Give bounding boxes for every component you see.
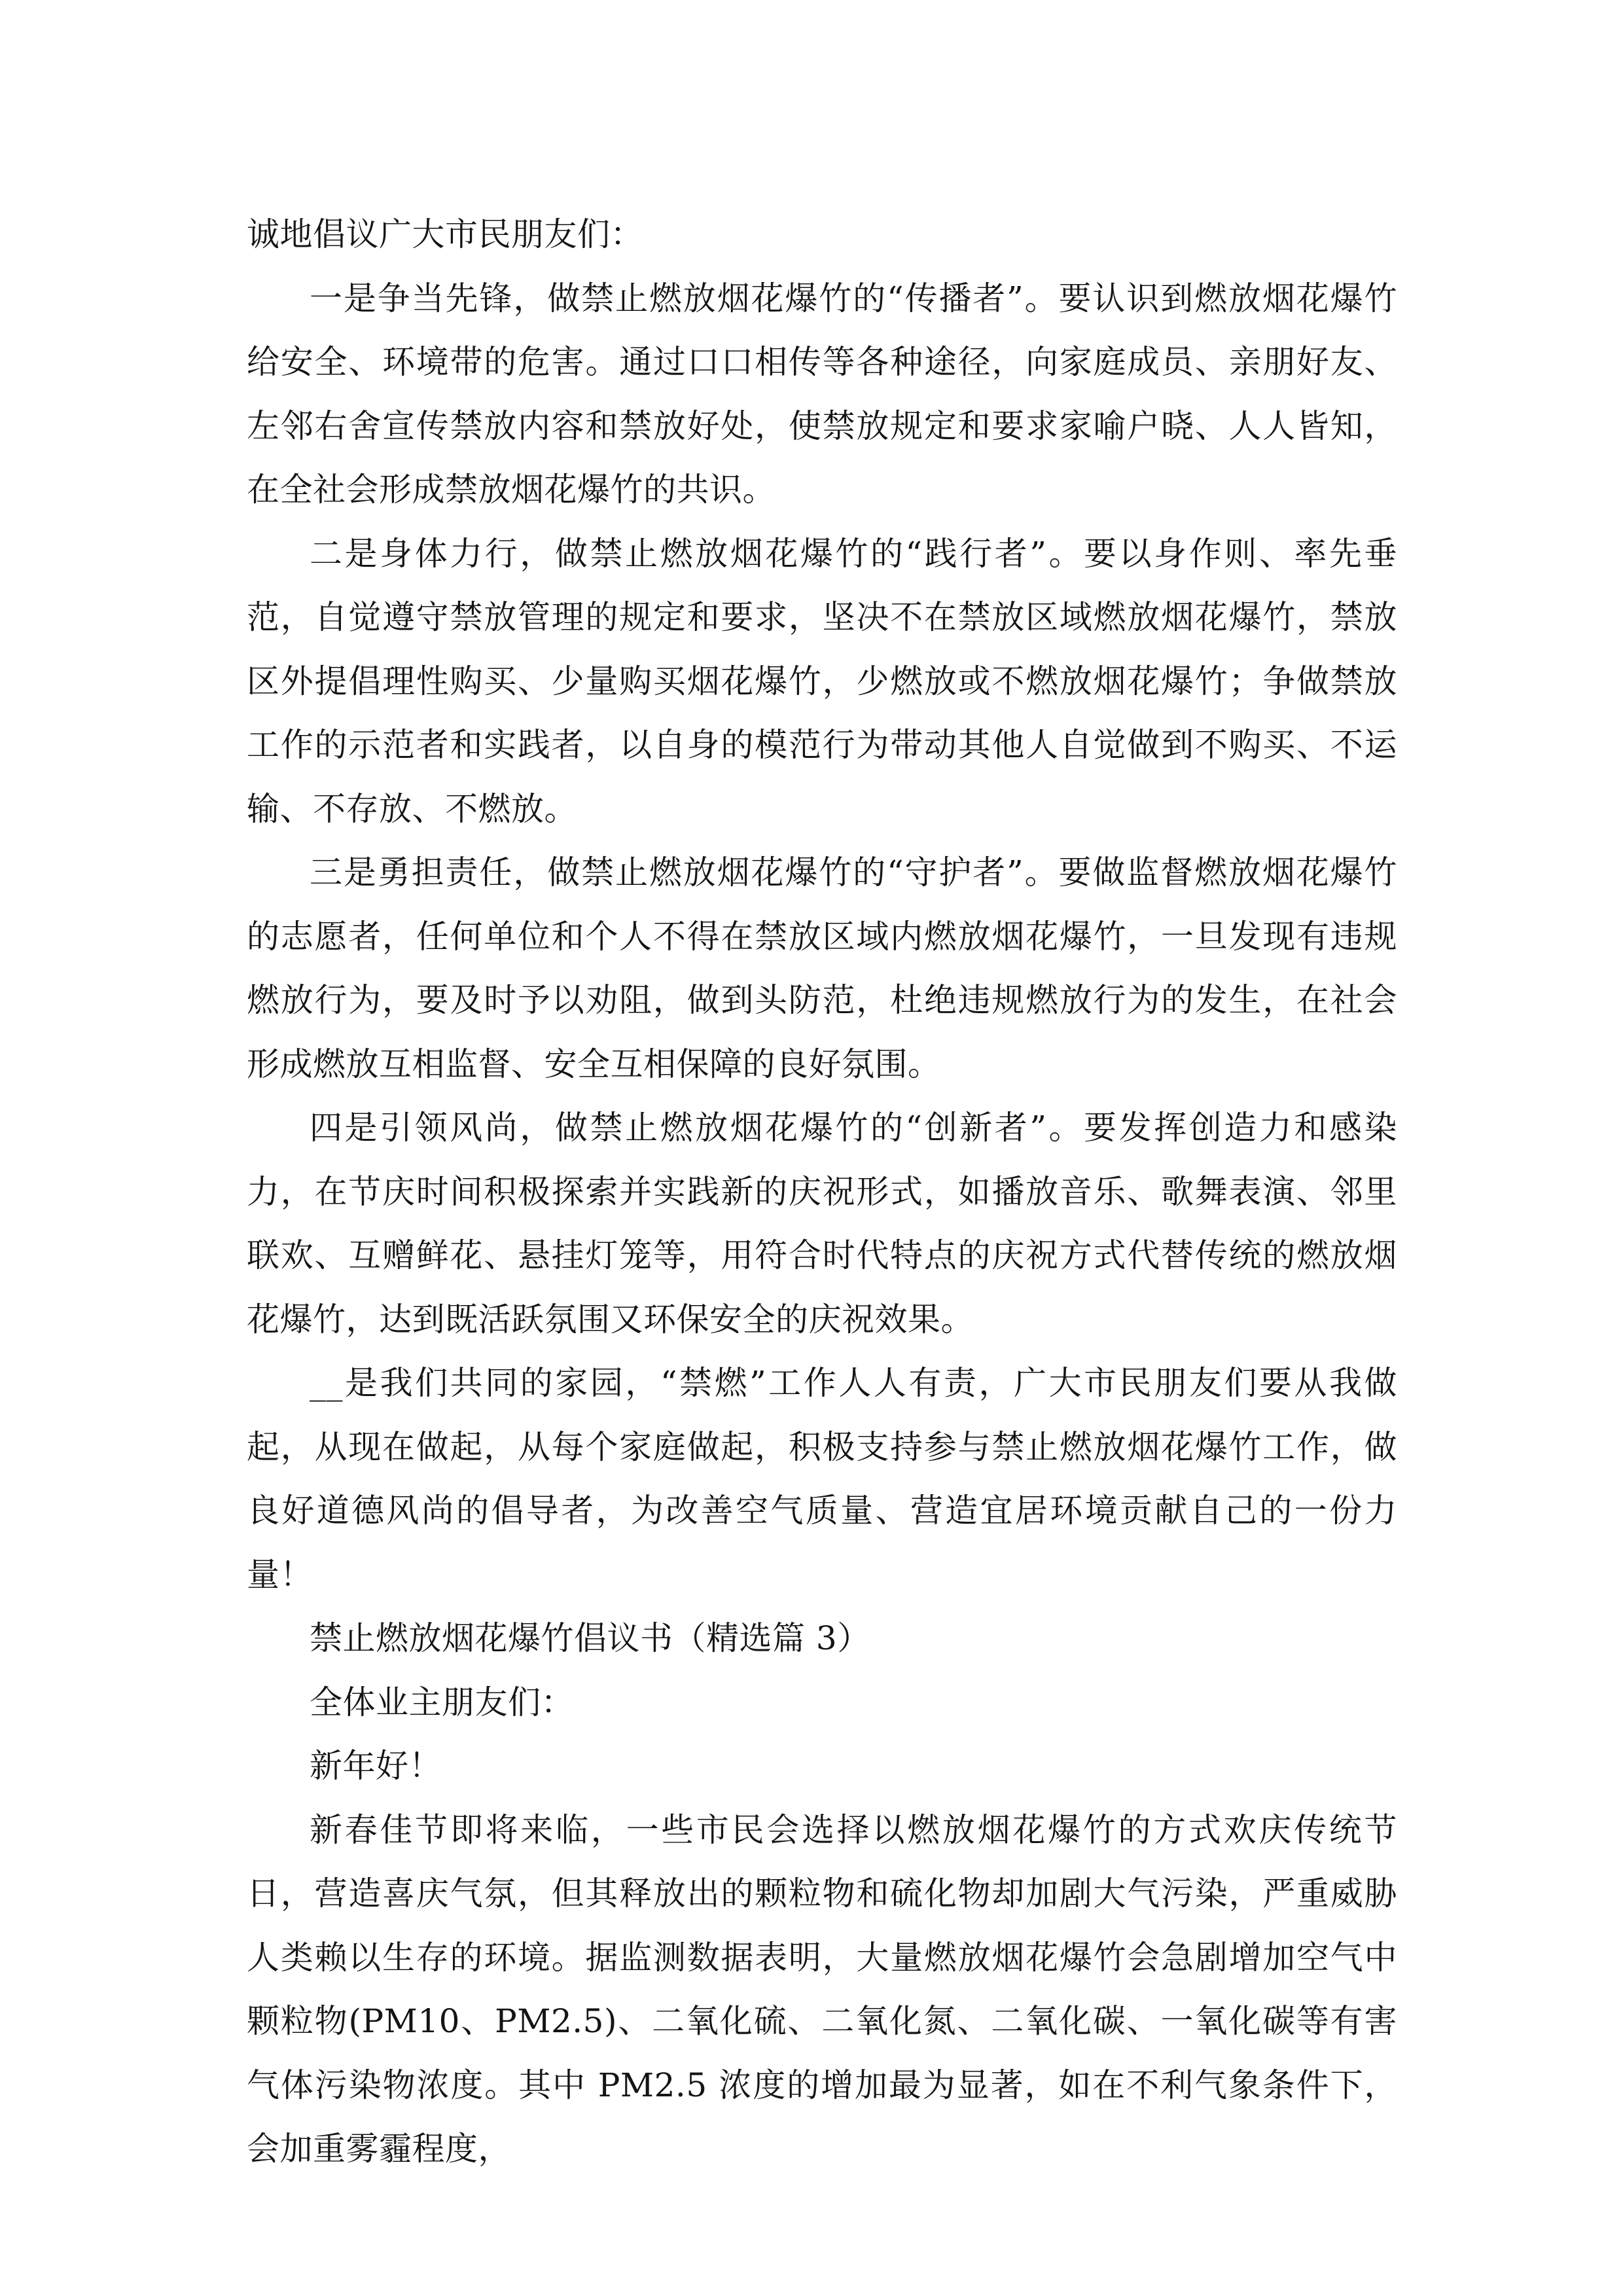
paragraph-new-year-greeting: 新年好！ — [310, 1747, 442, 1785]
paragraph-salutation-continuation: 诚地倡议广大市民朋友们： — [247, 215, 643, 253]
paragraph-pollution-statement: 新春佳节即将来临，一些市民会选择以燃放烟花爆竹的方式欢庆传统节日，营造喜庆气氛，但其释放出的颗粒物和硫化物却加剧大气污染，严重威胁人类赖以生存的环境。据监测数据表明，大量燃放烟花爆竹会急剧增加空气中颗粒物(PM10、PM2.5)、二氧化硫、二氧化氮、二氧化碳、一氧化碳等有害气体污染物浓度。其中 PM2.5 浓度的增加最为显著，如在不利气象条件下，会加重雾霾程度， — [247, 1810, 1397, 2168]
paragraph-closing-appeal: __是我们共同的家园，“禁燃”工作人人有责，广大市民朋友们要从我做起，从现在做起，从每个家庭做起，积极支持参与禁止燃放烟花爆竹工作，做良好道德风尚的倡导者，为改善空气质量、营造宜居环境贡献自己的一份力量！ — [247, 1364, 1397, 1594]
paragraph-proposal-four: 四是引领风尚，做禁止燃放烟花爆竹的“创新者”。要发挥创造力和感染力，在节庆时间积极探索并实践新的庆祝形式，如播放音乐、歌舞表演、邻里联欢、互赠鲜花、悬挂灯笼等，用符合时代特点的庆祝方式代替传统的燃放烟花爆竹，达到既活跃氛围又环保安全的庆祝效果。 — [247, 1109, 1397, 1338]
section-title: 禁止燃放烟花爆竹倡议书（精选篇 3） — [310, 1619, 870, 1657]
document-body — [247, 203, 1397, 2181]
paragraph-proposal-one: 一是争当先锋，做禁止燃放烟花爆竹的“传播者”。要认识到燃放烟花爆竹给安全、环境带的危害。通过口口相传等各种途径，向家庭成员、亲朋好友、左邻右舍宣传禁放内容和禁放好处，使禁放规定和要求家喻户晓、人人皆知，在全社会形成禁放烟花爆竹的共识。 — [247, 279, 1397, 509]
paragraph-greeting-recipients: 全体业主朋友们： — [310, 1683, 574, 1721]
paragraph-proposal-three: 三是勇担责任，做禁止燃放烟花爆竹的“守护者”。要做监督燃放烟花爆竹的志愿者，任何单位和个人不得在禁放区域内燃放烟花爆竹，一旦发现有违规燃放行为，要及时予以劝阻，做到头防范，杜绝违规燃放行为的发生，在社会形成燃放互相监督、安全互相保障的良好氛围。 — [247, 853, 1397, 1083]
paragraph-proposal-two: 二是身体力行，做禁止燃放烟花爆竹的“践行者”。要以身作则、率先垂范，自觉遵守禁放管理的规定和要求，坚决不在禁放区域燃放烟花爆竹，禁放区外提倡理性购买、少量购买烟花爆竹，少燃放或不燃放烟花爆竹；争做禁放工作的示范者和实践者，以自身的模范行为带动其他人自觉做到不购买、不运输、不存放、不燃放。 — [247, 534, 1397, 828]
